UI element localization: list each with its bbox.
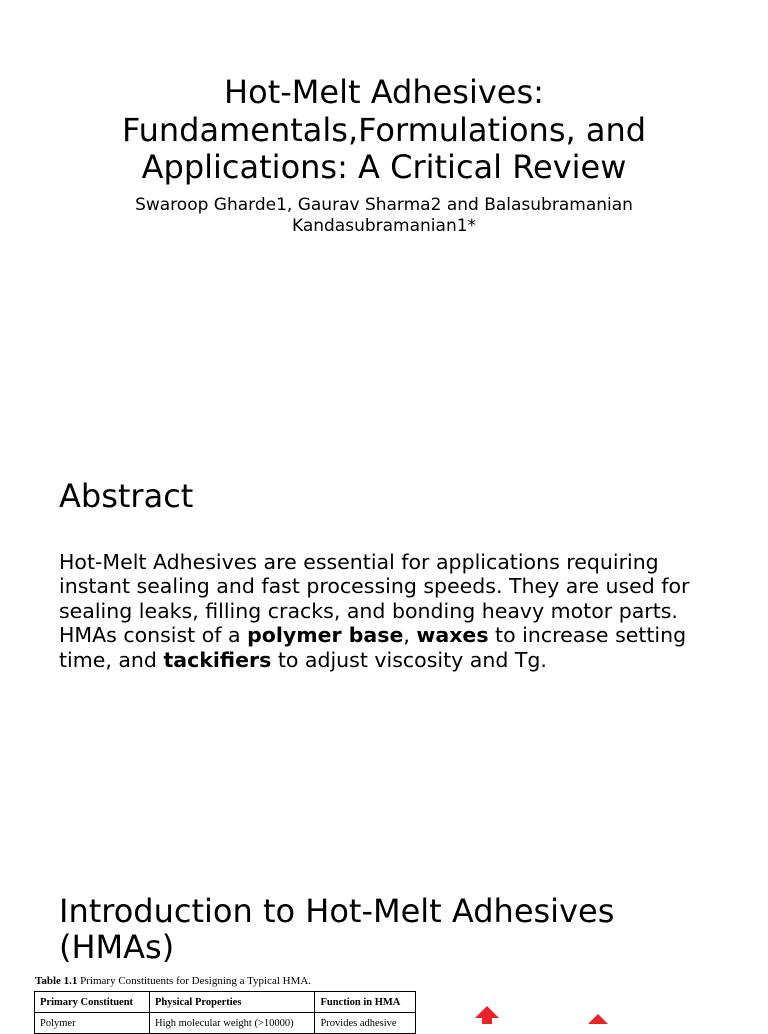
authors-line: Swaroop Gharde1, Gaurav Sharma2 and Balasubramanian Kandasubramanian1* xyxy=(135,194,633,236)
red-arrow-up-icon xyxy=(472,1004,502,1024)
table-row xyxy=(35,1013,416,1034)
title-block xyxy=(0,74,768,237)
constituents-table xyxy=(34,991,416,1034)
table-header-cell: Physical Properties xyxy=(150,992,315,1013)
abstract-bold-term: waxes xyxy=(416,623,489,648)
table-caption-label: Table 1.1 xyxy=(35,975,78,987)
introduction-heading: Introduction to Hot-Melt Adhesives (HMAs) xyxy=(59,892,615,966)
table-header-cell: Primary Constituent xyxy=(35,992,150,1013)
table-cell: Polymer xyxy=(35,1013,150,1034)
table-cell: Provides adhesive xyxy=(315,1013,416,1034)
abstract-text-run: Hot-Melt Adhesives are essential for applications requiring instant sealing and fast processing speeds. They are used for sealing leaks, filling cracks, and bonding heavy motor parts. HMAs consist of a xyxy=(59,550,690,648)
abstract-bold-term: polymer base xyxy=(247,623,404,648)
table-header-cell: Function in HMA xyxy=(315,992,416,1013)
abstract-bold-term: tackifiers xyxy=(163,647,272,672)
abstract-text-run: to adjust viscosity and Tg. xyxy=(271,647,547,672)
table-caption xyxy=(35,975,311,987)
abstract-paragraph xyxy=(59,550,719,672)
abstract-heading: Abstract xyxy=(59,477,194,515)
table-caption-text: Primary Constituents for Designing a Typical HMA. xyxy=(80,975,312,987)
red-arrow-up-icon xyxy=(583,1012,613,1024)
table-cell: High molecular weight (>10000) xyxy=(150,1013,315,1034)
table-header-row xyxy=(35,992,416,1013)
document-title: Hot-Melt Adhesives: Fundamentals,Formulations, and Applications: A Critical Review xyxy=(121,73,647,186)
abstract-text-run: , xyxy=(403,623,417,648)
abstract-text-run: to increase setting time, and xyxy=(59,623,687,672)
